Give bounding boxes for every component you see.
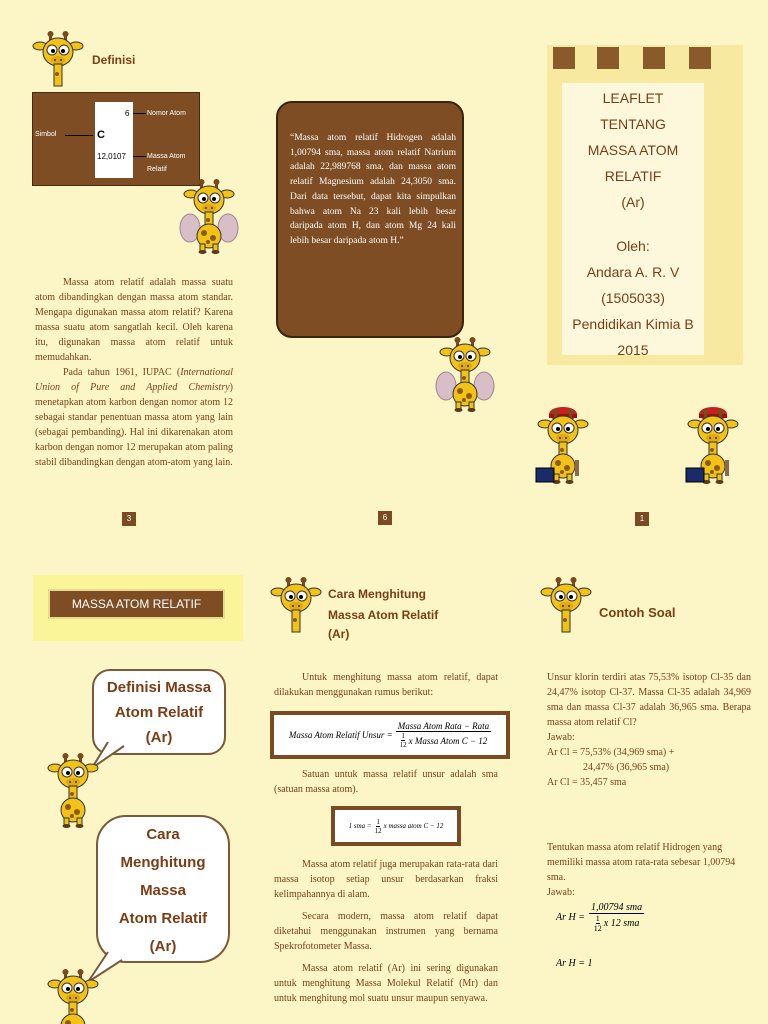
cover-title-5: (Ar): [621, 194, 645, 210]
cover-student-id: (1505033): [601, 290, 665, 306]
cara-menghitung-heading: Cara Menghitung Massa Atom Relatif (Ar): [328, 587, 439, 641]
cover-title-2: TENTANG: [600, 116, 666, 132]
cover-frame: [547, 45, 743, 365]
equation-result: Ar H = 1: [556, 958, 593, 969]
label-symbol: Simbol: [35, 131, 57, 138]
cover-year: 2015: [617, 342, 649, 358]
element-symbol: C: [97, 129, 105, 141]
contoh-soal-heading: Contoh Soal: [599, 605, 676, 620]
cover-title-3: MASSA ATOM: [587, 142, 679, 158]
giraffe-head-icon-3: [540, 576, 592, 636]
label-relative-mass: Massa Atom Relatif: [147, 153, 186, 173]
calc-paragraphs: Massa atom relatif juga merupakan rata-rata dari massa isotop setiap unsur berdasarkan fraksi kelimpahannya di alam. Secara modern, massa atom relatif dapat diketahui menggunakan instrumen yang bernama Spekrofotometer Massa. Massa atom relatif (Ar) ini sering digunakan untuk menghitung Massa Molekul Relatif (Mr) dan untuk menghitung mol suatu unsur maupun senyawa.: [274, 859, 498, 1004]
giraffe-icon-bl-2: [44, 968, 100, 1024]
example-1: Unsur klorin terdiri atas 75,53% isotop Cl-35 dan 24,47% isotop Cl-37. Massa Cl-35 adalah 34,969 sma dan massa Cl-37 adalah 36,965 sma. Berapa massa atom relatif Cl? Jawab: Ar Cl = 75,53% (34,969 sma) + 24,47% (36,965 sma) Ar Cl = 35,457 sma: [547, 672, 751, 788]
formula-sma: 1 sma = $\frac{1}{12}$ x massa atom C − 12: [331, 806, 461, 846]
cover-by-label: Oleh:: [616, 238, 650, 254]
atom-diagram: [32, 92, 200, 186]
cover-title-4: RELATIF: [604, 168, 662, 184]
example-2: Tentukan massa atom relatif Hidrogen yang memiliki massa atom rata-rata sebesar 1,00794 sma. Jawab:: [547, 842, 736, 898]
giraffe-head-icon-2: [270, 576, 322, 636]
giraffe-icon-bl-1: [44, 752, 100, 838]
line-atomic-number: [133, 113, 146, 114]
cover-author: Andara A. R. V: [586, 264, 680, 280]
definisi-heading: Definisi: [92, 53, 136, 67]
cover-stripe-2: [597, 47, 619, 69]
cover-stripe-4: [689, 47, 711, 69]
cover-department: Pendidikan Kimia B: [572, 316, 694, 332]
definition-paragraph-1: Massa atom relatif adalah massa suatu atom dibandingkan dengan massa atom standar. Mengapa digunakan massa atom relatif? Karena massa suatu atom sangatlah kecil. Oleh karena itu, digunakan massa atom relatif untuk memudahkan.: [35, 277, 233, 363]
definition-paragraph-2: Pada tahun 1961, IUPAC (International Union of Pure and Applied Chemistry) menetapkan atom karbon dengan nomor atom 12 sebagai standar penentuan massa atom yang lain (sebagai pembanding). Hal ini dikarenakan atom karbon dengan nomor 12 merupakan atom paling stabil dibandingkan dengan atom-atom yang lain.: [35, 367, 233, 468]
mass-number: 6: [125, 109, 130, 118]
label-atomic-number: Nomor Atom: [147, 110, 186, 117]
giraffe-head-icon: [32, 30, 84, 90]
giraffe-worker-icon: [534, 402, 590, 498]
cover-stripe-1: [553, 47, 575, 69]
banner-title: MASSA ATOM RELATIF: [48, 589, 225, 619]
bubble-calculate-text: Cara Menghitung Massa Atom Relatif (Ar): [118, 826, 208, 955]
line-symbol: [65, 135, 93, 136]
page-number-1: 1: [635, 512, 649, 526]
line-relative-mass: [133, 156, 146, 157]
quote-text: “Massa atom relatif Hidrogen adalah 1,00794 sma, massa atom relatif Natrium adalah 22,989768 sma, dan massa atom relatif Magnesium adalah 24,3050 sma. Dari data tersebut, dapat kita simpulkan bahwa atom Na 23 kali lebih besar daripada atom H, dan atom Mg 24 kali lebih besar daripada atom H.”: [290, 133, 456, 246]
giraffe-fairy-icon-2: [432, 336, 498, 432]
formula-relative-mass: Massa Atom Relatif Unsur = Massa Atom Rata − Rata 1 12 x Massa Atom C − 12: [270, 711, 510, 759]
banner-frame: [33, 575, 243, 641]
giraffe-worker-icon-2: [684, 402, 740, 498]
element-mass: 12,0107: [97, 152, 126, 161]
cover-title-1: LEAFLET: [602, 90, 664, 106]
bubble-definition-text: Definisi Massa Atom Relatif (Ar): [106, 679, 212, 746]
page-number-3: 3: [122, 512, 136, 526]
sma-text: Satuan untuk massa relatif unsur adalah sma (satuan massa atom).: [274, 769, 498, 795]
calc-intro: Untuk menghitung massa atom relatif, dapat dilakukan menggunakan rumus berikut:: [274, 672, 498, 698]
definition-text: [35, 275, 233, 470]
page-number-6: 6: [378, 511, 392, 525]
quote-box: [276, 101, 464, 338]
equation-ar-h: Ar H = 1,00794 sma 1 12 x 12 sma: [556, 902, 643, 933]
cover-stripe-3: [643, 47, 665, 69]
cover-card: [562, 83, 704, 358]
speech-bubble-calculate: [96, 815, 230, 963]
giraffe-fairy-icon: [176, 178, 242, 274]
